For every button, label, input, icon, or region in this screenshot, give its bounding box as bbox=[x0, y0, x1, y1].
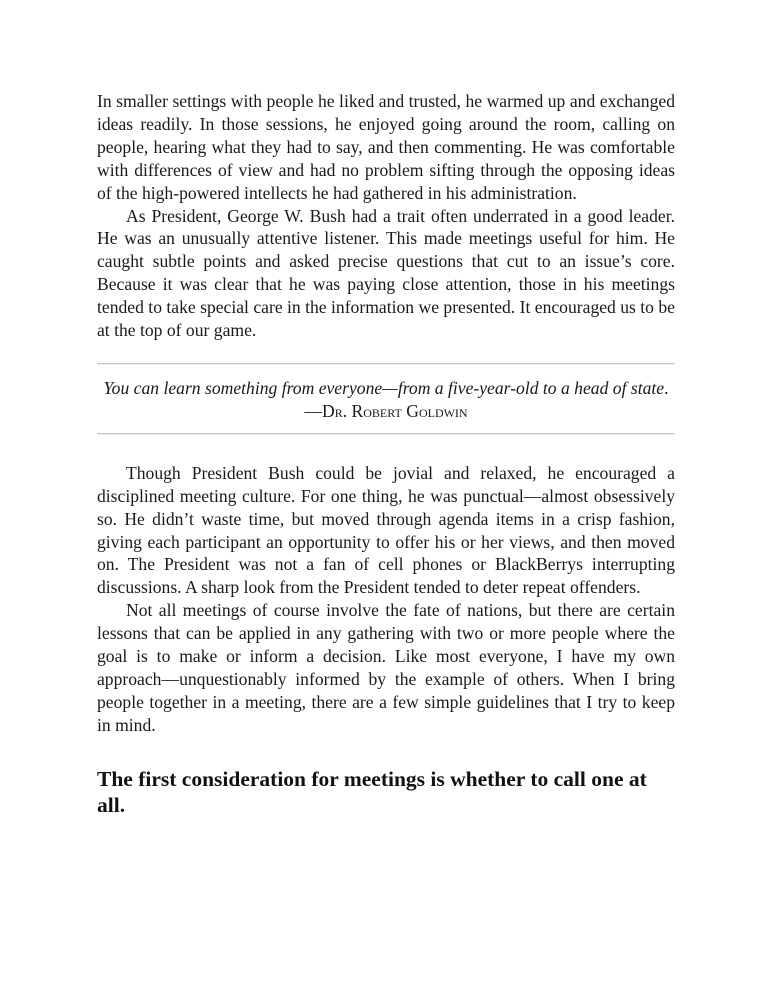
pull-quote bbox=[97, 364, 675, 433]
body-paragraph: In smaller settings with people he liked and trusted, he warmed up and exchanged ideas readily. In those sessions, he enjoyed going around the room, calling on people, hearing what they had to say, and then commenting. He was comfortable with differences of view and had no problem sifting through the opposing ideas of the high-powered intellects he had gathered in his administration. bbox=[97, 91, 675, 203]
quote-text-end: . bbox=[664, 377, 669, 398]
body-paragraph: Not all meetings of course involve the fate of nations, but there are certain lessons that can be applied in any gathering with two or more people where the goal is to make or inform a decision. Like most everyone, I have my own approach—unquestionably informed by the example of others. When I bring people together in a meeting, there are a few simple guidelines that I try to keep in mind. bbox=[97, 600, 675, 735]
body-paragraph: Though President Bush could be jovial and relaxed, he encouraged a disciplined meeting culture. For one thing, he was punctual—almost obsessively so. He didn’t waste time, but moved through agenda items in a crisp fashion, giving each participant an opportunity to offer his or her views, and then moved on. The President was not a fan of cell phones or BlackBerrys interrupting discussions. A sharp look from the President tended to deter repeat offenders. bbox=[97, 462, 675, 598]
quote-text-body: You can learn something from everyone—from a five-year-old to a head of state bbox=[103, 377, 665, 398]
spacer bbox=[97, 434, 675, 462]
attribution-name: Dr. Robert Goldwin bbox=[321, 400, 468, 421]
quote-attribution bbox=[97, 400, 675, 423]
page-content bbox=[97, 90, 675, 818]
body-paragraph: As President, George W. Bush had a trait often underrated in a good leader. He was an unusually attentive listener. This made meetings useful for him. He caught subtle points and asked precise questions that cut to an issue’s core. Because it was clear that he was paying close attention, those in his meetings tended to take special care in the information we presented. It encouraged us to be at the top of our game. bbox=[97, 205, 675, 341]
quote-text bbox=[97, 377, 675, 400]
section-heading: The first consideration for meetings is whether to call one at all. bbox=[97, 766, 647, 817]
attribution-dash: — bbox=[304, 400, 322, 421]
